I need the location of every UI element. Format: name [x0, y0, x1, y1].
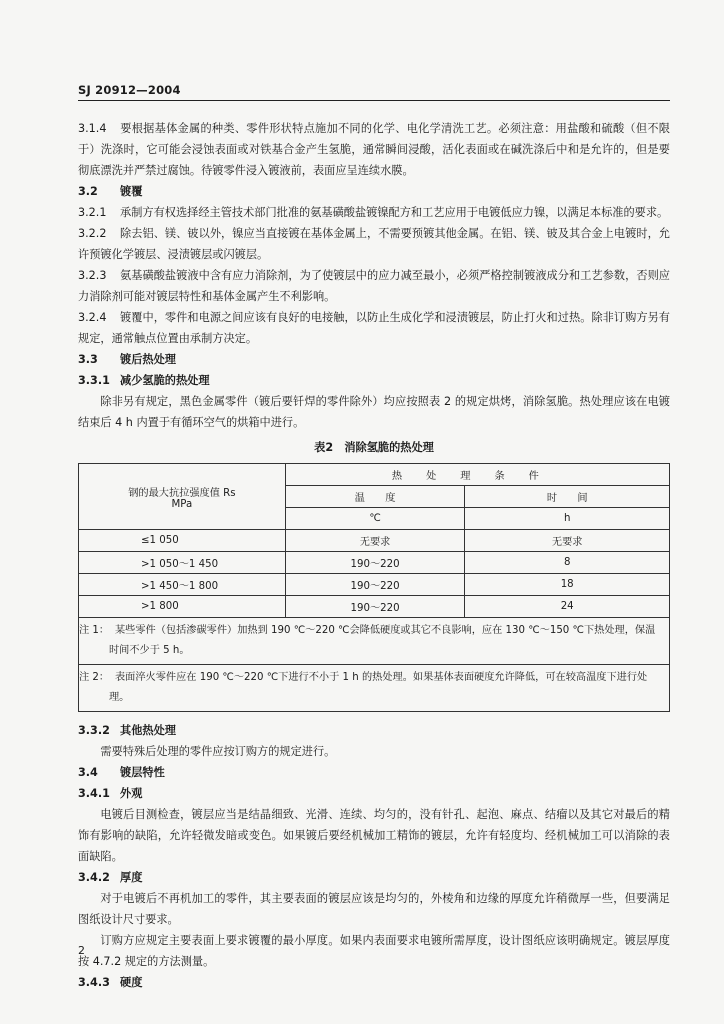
hydrogen-relief-table — [78, 463, 670, 712]
document-code: SJ 20912—2004 — [78, 83, 181, 97]
paragraph-3-4-2-a: 对于电镀后不再机加工的零件，其主要表面的镀层应该是均匀的，外棱角和边缘的厚度允许稍微厚一些，但要满足图纸设计尺寸要求。 — [78, 892, 670, 926]
heading-3-3-1 — [78, 370, 670, 391]
heading-3-2 — [78, 181, 670, 202]
clause-3-2-4 — [78, 307, 670, 349]
heading-number: 3.3.1 — [78, 374, 110, 387]
time-unit: h — [465, 508, 670, 530]
note-label: 注 2： — [79, 672, 110, 683]
heading-number: 3.2 — [78, 185, 98, 198]
table-note-2 — [79, 665, 670, 712]
clause-text: 要根据基体金属的种类、零件形状特点施加不同的化学、电化学清洗工艺。必须注意：用盐酸和硫酸（但不限于）洗涤时，它可能会浸蚀表面或对铁基合金产生氢脆，通常瞬间浸酸，活化表面或在碱洗涤后中和是允许的，但是要彻底漂洗并严禁过腐蚀。待镀零件浸入镀液前，表面应呈连续水膜。 — [78, 122, 670, 177]
paragraph-3-4-2-b: 订购方应规定主要表面上要求镀覆的最小厚度。如果内表面要求电镀所需厚度，设计图纸应该明确规定。镀层厚度按 4.7.2 规定的方法测量。 — [78, 934, 670, 968]
paragraph-3-3-2: 需要特殊后处理的零件应按订购方的规定进行。 — [100, 745, 336, 758]
note-text: 表面淬火零件应在 190 ℃～220 ℃下进行不小于 1 h 的热处理。如果基体表面硬度允许降低，可在较高温度下进行处理。 — [109, 672, 648, 703]
clause-3-1-4 — [78, 118, 670, 181]
heading-number: 3.4.2 — [78, 871, 110, 884]
temperature-cell: 190～220 — [285, 552, 465, 574]
time-cell: 24 — [465, 596, 670, 618]
note-label: 注 1： — [79, 625, 110, 636]
heading-3-4-1 — [78, 783, 670, 804]
strength-header-cell — [79, 464, 286, 530]
temperature-cell: 无要求 — [285, 530, 465, 552]
time-header: 时 间 — [465, 486, 670, 508]
clause-number: 3.2.1 — [78, 206, 107, 219]
table-caption: 表2 消除氢脆的热处理 — [314, 441, 434, 454]
strength-cell: >1 800 — [79, 596, 286, 618]
clause-number: 3.2.4 — [78, 311, 107, 324]
temperature-cell: 190～220 — [285, 574, 465, 596]
clause-3-2-3 — [78, 265, 670, 307]
temperature-cell: 190～220 — [285, 596, 465, 618]
strength-header-unit: MPa — [171, 498, 193, 510]
paragraph-3-4-1: 电镀后目测检查，镀层应当是结晶细致、光滑、连续、均匀的，没有针孔、起泡、麻点、结瘤以及其它对最后的精饰有影响的缺陷，允许轻微发暗或变色。如果镀后要经机械加工精饰的镀层，允许有轻度均、经机械加工可以消除的表面缺陷。 — [78, 808, 670, 863]
strength-cell: >1 450～1 800 — [79, 574, 286, 596]
note-text: 某些零件（包括渗碳零件）加热到 190 ℃～220 ℃会降低硬度或其它不良影响，应在 130 ℃～150 ℃下热处理，保温时间不少于 5 h。 — [109, 625, 656, 656]
heading-3-4-3 — [78, 972, 670, 993]
temperature-header: 温 度 — [285, 486, 465, 508]
clause-3-2-1 — [78, 202, 670, 223]
clause-3-2-2 — [78, 223, 670, 265]
clause-number: 3.2.2 — [78, 227, 107, 240]
clause-number: 3.1.4 — [78, 122, 107, 135]
strength-header-label: 钢的最大抗拉强度值 Rs — [128, 487, 236, 499]
heading-3-4 — [78, 762, 670, 783]
clause-text: 镀覆中，零件和电源之间应该有良好的电接触，以防止生成化学和浸渍镀层，防止打火和过热。除非订购方另有规定，通常触点位置由承制方决定。 — [78, 311, 670, 345]
condition-group-header: 热处理条件 — [285, 464, 669, 486]
time-cell: 8 — [465, 552, 670, 574]
heading-number: 3.4 — [78, 766, 98, 779]
clause-text: 除去铝、镁、铍以外，镍应当直接镀在基体金属上，不需要预镀其他金属。在铝、镁、铍及其合金上电镀时，允许预镀化学镀层、浸渍镀层或闪镀层。 — [78, 227, 670, 261]
heading-title: 镀覆 — [120, 185, 143, 198]
table-row — [79, 574, 670, 596]
heading-title: 其他热处理 — [120, 724, 176, 737]
heading-title: 镀后热处理 — [120, 353, 176, 366]
table-note-1 — [79, 618, 670, 665]
header-rule — [78, 100, 670, 101]
clause-number: 3.2.3 — [78, 269, 107, 282]
heading-title: 减少氢脆的热处理 — [120, 374, 210, 387]
strength-cell: ≤1 050 — [79, 530, 286, 552]
heading-title: 外观 — [120, 787, 143, 800]
heading-3-4-2 — [78, 867, 670, 888]
heading-title: 镀层特性 — [120, 766, 165, 779]
page-number: 2 — [78, 944, 85, 957]
heading-title: 硬度 — [120, 976, 143, 989]
paragraph-3-3-1: 除非另有规定，黑色金属零件（镀后要钎焊的零件除外）均应按照表 2 的规定烘烤，消除氢脆。热处理应该在电镀结束后 4 h 内置于有循环空气的烘箱中进行。 — [78, 395, 670, 429]
heading-number: 3.4.3 — [78, 976, 110, 989]
clause-text: 氨基磺酸盐镀液中含有应力消除剂，为了使镀层中的应力减至最小，必须严格控制镀液成分和工艺参数，否则应力消除剂可能对镀层特性和基体金属产生不利影响。 — [78, 269, 670, 303]
clause-text: 承制方有权选择经主管技术部门批准的氨基磺酸盐镀镍配方和工艺应用于电镀低应力镍，以满足本标准的要求。 — [120, 206, 669, 219]
page-body — [78, 118, 670, 993]
heading-3-3 — [78, 349, 670, 370]
time-cell: 无要求 — [465, 530, 670, 552]
table-row — [79, 530, 670, 552]
temperature-unit: ℃ — [285, 508, 465, 530]
heading-number: 3.3 — [78, 353, 98, 366]
heading-3-3-2 — [78, 720, 670, 741]
heading-title: 厚度 — [120, 871, 143, 884]
heading-number: 3.3.2 — [78, 724, 110, 737]
heading-number: 3.4.1 — [78, 787, 110, 800]
table-row — [79, 552, 670, 574]
time-cell: 18 — [465, 574, 670, 596]
strength-cell: >1 050～1 450 — [79, 552, 286, 574]
table-row — [79, 596, 670, 618]
